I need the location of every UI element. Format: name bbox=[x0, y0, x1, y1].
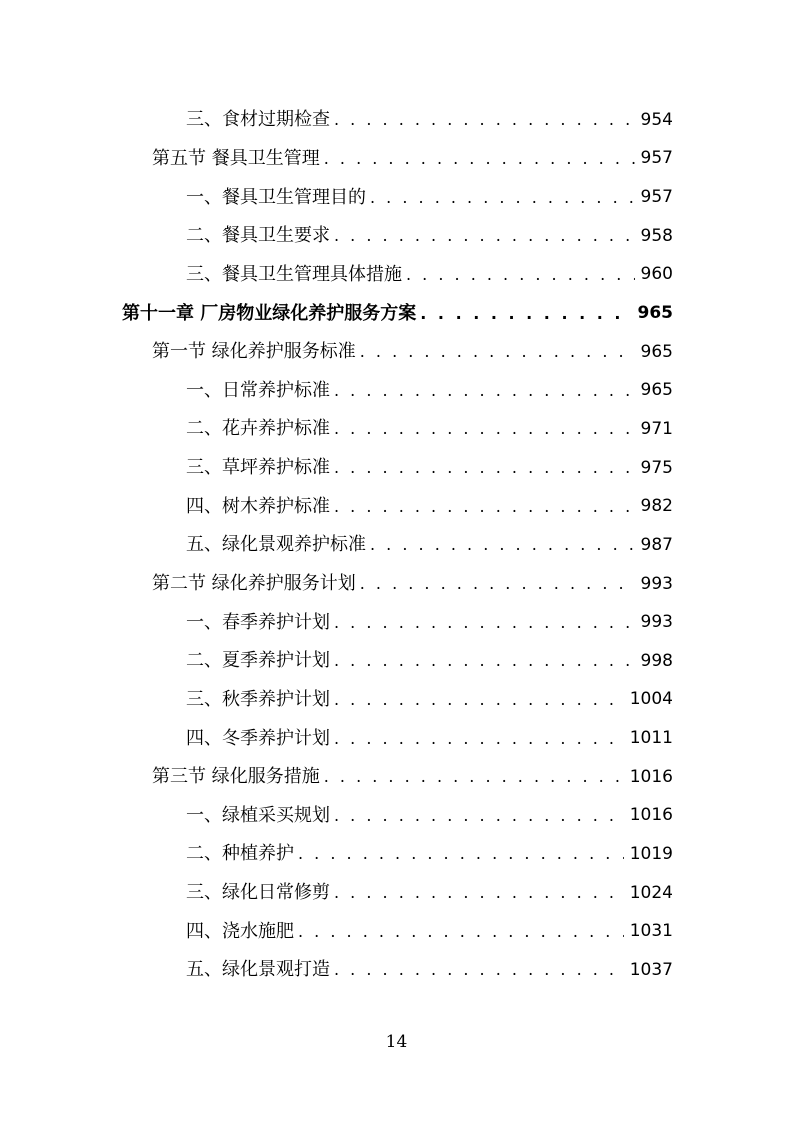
toc-entry-title: 三、食材过期检查 bbox=[186, 109, 330, 131]
toc-entry-page: 965 bbox=[640, 380, 673, 401]
toc-dot-leader bbox=[334, 112, 635, 128]
toc-entry-page: 998 bbox=[640, 650, 673, 671]
toc-entry-title: 一、绿植采买规划 bbox=[186, 804, 330, 826]
toc-dot-leader bbox=[324, 151, 635, 167]
toc-entry[interactable] bbox=[0, 912, 793, 951]
toc-entry[interactable] bbox=[0, 565, 793, 604]
toc-entry-page: 982 bbox=[640, 496, 673, 517]
toc-dot-leader bbox=[334, 499, 635, 515]
toc-entry[interactable] bbox=[0, 526, 793, 565]
toc-entry[interactable] bbox=[0, 333, 793, 372]
toc-entry[interactable] bbox=[0, 951, 793, 990]
page-number: 14 bbox=[385, 1032, 408, 1052]
toc-entry-title: 四、树木养护标准 bbox=[186, 495, 330, 517]
toc-entry-page: 1031 bbox=[629, 921, 673, 942]
toc-entry-title: 三、草坪养护标准 bbox=[186, 457, 330, 479]
toc-entry-title: 一、春季养护计划 bbox=[186, 611, 330, 633]
toc-entry[interactable] bbox=[0, 603, 793, 642]
toc-entry-page: 1016 bbox=[629, 766, 673, 787]
toc-entry[interactable] bbox=[0, 797, 793, 836]
toc-entry-page: 960 bbox=[640, 264, 673, 285]
toc-entry-page: 987 bbox=[640, 534, 673, 555]
toc-entry-title: 二、餐具卫生要求 bbox=[186, 225, 330, 247]
toc-entry-title: 三、秋季养护计划 bbox=[186, 688, 330, 710]
toc-dot-leader bbox=[334, 653, 635, 669]
toc-entry-title: 三、餐具卫生管理具体措施 bbox=[186, 263, 402, 285]
table-of-contents bbox=[0, 101, 793, 990]
toc-entry-page: 975 bbox=[640, 457, 673, 478]
toc-dot-leader bbox=[334, 692, 624, 708]
toc-entry-page: 958 bbox=[640, 225, 673, 246]
toc-dot-leader bbox=[360, 344, 635, 360]
toc-entry-title: 五、绿化景观打造 bbox=[186, 959, 330, 981]
toc-entry[interactable] bbox=[0, 371, 793, 410]
toc-dot-leader bbox=[406, 267, 635, 283]
toc-entry-title: 一、日常养护标准 bbox=[186, 379, 330, 401]
toc-entry-title: 五、绿化景观养护标准 bbox=[186, 534, 366, 556]
toc-entry[interactable] bbox=[0, 101, 793, 140]
toc-entry-page: 1016 bbox=[629, 805, 673, 826]
toc-dot-leader bbox=[334, 731, 624, 747]
toc-entry-page: 1004 bbox=[629, 689, 673, 710]
toc-entry-title: 四、浇水施肥 bbox=[186, 920, 294, 942]
toc-entry[interactable] bbox=[0, 217, 793, 256]
toc-entry-page: 965 bbox=[640, 341, 673, 362]
toc-entry-title: 第十一章 厂房物业绿化养护服务方案 bbox=[122, 302, 417, 324]
toc-entry-title: 一、餐具卫生管理目的 bbox=[186, 186, 366, 208]
toc-entry-title: 二、夏季养护计划 bbox=[186, 650, 330, 672]
toc-entry-title: 第三节 绿化服务措施 bbox=[152, 766, 320, 788]
toc-entry-page: 957 bbox=[640, 187, 673, 208]
toc-dot-leader bbox=[334, 885, 624, 901]
toc-dot-leader bbox=[370, 190, 635, 206]
toc-dot-leader bbox=[334, 228, 635, 244]
toc-entry[interactable] bbox=[0, 681, 793, 720]
toc-entry-page: 1011 bbox=[629, 728, 673, 749]
toc-entry[interactable] bbox=[0, 449, 793, 488]
toc-entry-page: 1037 bbox=[629, 959, 673, 980]
toc-entry[interactable] bbox=[0, 874, 793, 913]
toc-dot-leader bbox=[334, 808, 624, 824]
toc-entry-title: 二、种植养护 bbox=[186, 843, 294, 865]
toc-entry[interactable] bbox=[0, 410, 793, 449]
toc-dot-leader bbox=[334, 460, 635, 476]
toc-entry-title: 第一节 绿化养护服务标准 bbox=[152, 341, 356, 363]
toc-dot-leader bbox=[334, 383, 635, 399]
toc-entry-page: 957 bbox=[640, 148, 673, 169]
toc-entry-page: 1019 bbox=[629, 843, 673, 864]
toc-entry-title: 三、绿化日常修剪 bbox=[186, 882, 330, 904]
toc-entry-page: 971 bbox=[640, 418, 673, 439]
toc-entry[interactable] bbox=[0, 178, 793, 217]
toc-entry-title: 二、花卉养护标准 bbox=[186, 418, 330, 440]
toc-entry-title: 第二节 绿化养护服务计划 bbox=[152, 573, 356, 594]
toc-entry-page: 1024 bbox=[629, 882, 673, 903]
toc-dot-leader bbox=[334, 962, 624, 978]
toc-entry[interactable] bbox=[0, 140, 793, 179]
toc-entry-title: 四、冬季养护计划 bbox=[186, 727, 330, 749]
toc-dot-leader bbox=[334, 615, 635, 631]
toc-entry-page: 954 bbox=[640, 109, 673, 130]
toc-dot-leader bbox=[334, 421, 635, 437]
toc-entry[interactable] bbox=[0, 642, 793, 681]
toc-dot-leader bbox=[298, 846, 624, 862]
toc-entry[interactable] bbox=[0, 758, 793, 797]
toc-entry-page: 993 bbox=[640, 573, 673, 594]
toc-entry-page: 993 bbox=[640, 612, 673, 633]
toc-dot-leader bbox=[324, 769, 624, 785]
toc-entry[interactable] bbox=[0, 835, 793, 874]
toc-dot-leader bbox=[370, 537, 635, 553]
toc-entry[interactable] bbox=[0, 719, 793, 758]
toc-entry[interactable] bbox=[0, 487, 793, 526]
toc-entry[interactable] bbox=[0, 294, 793, 333]
toc-dot-leader bbox=[360, 576, 635, 592]
toc-dot-leader bbox=[298, 924, 624, 940]
toc-entry[interactable] bbox=[0, 256, 793, 295]
toc-dot-leader bbox=[420, 306, 631, 322]
toc-entry-title: 第五节 餐具卫生管理 bbox=[152, 147, 320, 169]
toc-entry-page: 965 bbox=[637, 303, 673, 324]
